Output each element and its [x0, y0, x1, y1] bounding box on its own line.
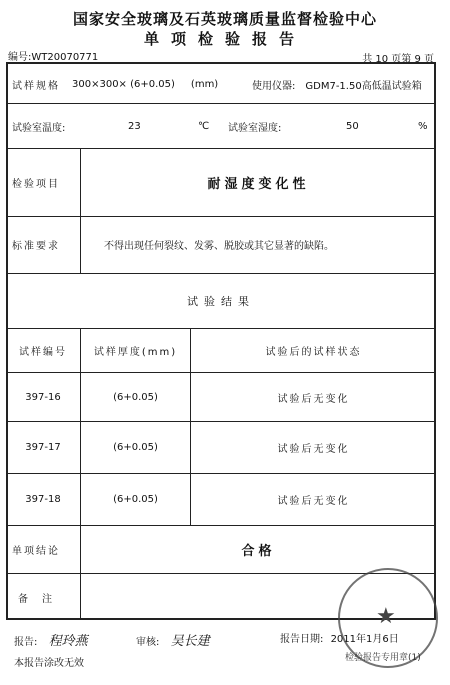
room-temp-label: 试验室温度: [12, 122, 66, 134]
sample-spec [12, 74, 218, 94]
serial-number [8, 48, 98, 63]
conclusion-value: 合格 [241, 543, 276, 559]
col-header-sample-id: 试样编号 [19, 346, 67, 358]
room-humidity-unit: % [418, 120, 428, 132]
sample-thickness: (6+0.05) [113, 442, 158, 453]
seal-mark: (1) [408, 653, 421, 663]
report-title: 单项检验报告 [143, 30, 306, 48]
col-header-state: 试验后的试样状态 [265, 346, 362, 358]
conclusion-label: 单项结论 [12, 545, 60, 557]
seal-text [345, 650, 421, 663]
date-value: 2011年1月6日 [330, 634, 399, 645]
sample-thickness: (6+0.05) [113, 391, 158, 403]
page-info: 共 10 页第 9 页 [362, 54, 434, 65]
col-header-thickness: 试样厚度(mm) [93, 346, 178, 358]
row-divider [6, 103, 436, 104]
org-title: 国家安全玻璃及石英玻璃质量监督检验中心 [72, 10, 377, 28]
sample-thickness: (6+0.05) [113, 494, 158, 505]
remarks-label: 备注 [18, 593, 66, 605]
sample-id: 397-17 [25, 442, 61, 453]
room-temp-unit: ℃ [198, 120, 210, 132]
room-temp-value: 23 [128, 120, 141, 132]
unit-mm: (mm) [190, 78, 219, 90]
room-humidity-value: 50 [346, 120, 359, 132]
requirement-label: 标准要求 [12, 241, 60, 252]
instrument [252, 74, 422, 94]
results-title: 试验结果 [187, 294, 255, 308]
sample-state: 试验后无变化 [277, 393, 350, 405]
serial-value: WT20070771 [31, 52, 99, 63]
sample-spec-value: 300×300× (6+0.05) [72, 78, 175, 90]
seal-label: 检验报告专用章 [345, 653, 409, 663]
sample-id: 397-16 [25, 391, 61, 403]
report-signer [14, 630, 88, 649]
instrument-value: GDM7-1.50高低温试验箱 [305, 80, 422, 92]
review-label: 审核: [136, 637, 160, 648]
sample-state: 试验后无变化 [277, 496, 350, 507]
instrument-label: 使用仪器: [252, 80, 296, 92]
sample-state: 试验后无变化 [277, 444, 350, 455]
test-item-label: 检验项目 [12, 178, 60, 190]
sample-spec-label: 试样规格 [12, 80, 60, 92]
review-signature: 吴长建 [170, 634, 210, 649]
room-humidity-label: 试验室湿度: [228, 122, 282, 134]
test-item-value: 耐湿度变化性 [207, 176, 310, 192]
requirement-value: 不得出现任何裂纹、发雾、脱胶或其它显著的缺陷。 [104, 241, 334, 252]
report-signature: 程玲燕 [48, 634, 88, 649]
report-label: 报告: [14, 637, 38, 648]
date-label: 报告日期: [280, 634, 324, 645]
star-icon: ★ [376, 604, 396, 629]
serial-label: 编号: [8, 52, 32, 63]
alteration-note: 本报告涂改无效 [14, 658, 84, 669]
sample-id: 397-18 [25, 494, 61, 505]
review-signer [136, 630, 210, 649]
